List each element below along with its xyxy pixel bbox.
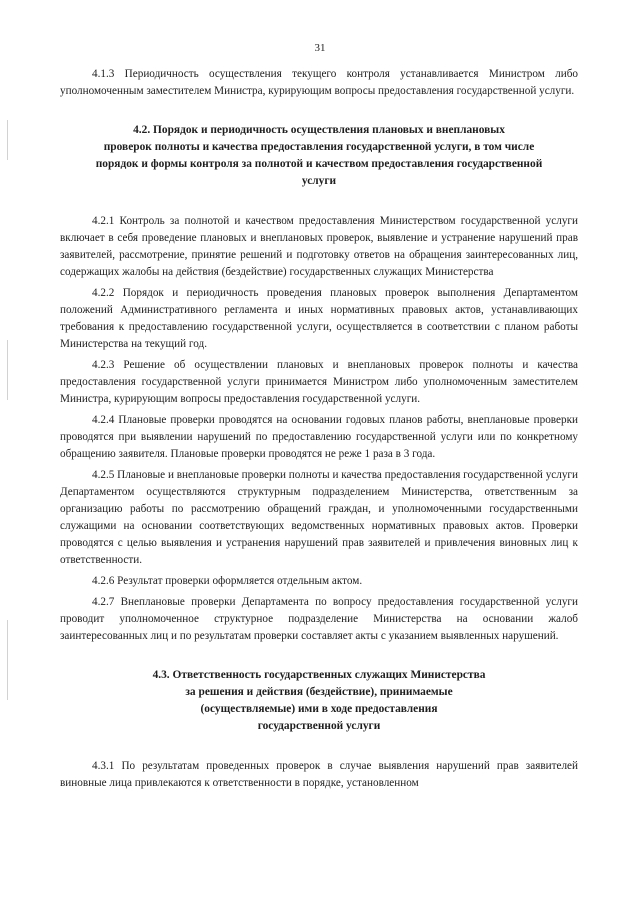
heading-line: за решения и действия (бездействие), принимаемые: [185, 686, 453, 698]
document-body: [60, 66, 578, 796]
heading-line: государственной услуги: [257, 720, 381, 732]
section-heading-4-2: [60, 122, 578, 190]
heading-line: 4.2. Порядок и периодичность осуществления плановых и внеплановых: [133, 124, 505, 136]
page-number: 31: [314, 42, 326, 54]
scan-edge-mark: [7, 340, 8, 400]
heading-line: проверок полноты и качества предоставления государственной услуги, в том числе: [103, 141, 535, 153]
paragraph-4-2-4: 4.2.4 Плановые проверки проводятся на основании годовых планов работы, внеплановые проверки проводятся при выявлении нарушений по предоставлению государственной услуги или по конкретному обращению заявителя. Плановые проверки проводятся не реже 1 раза в 3 года.: [60, 414, 578, 460]
paragraph-4-1-3: 4.1.3 Периодичность осуществления текущего контроля устанавливается Министром либо уполномоченным заместителем Министра, курирующим вопросы предоставления государственной услуги.: [60, 68, 578, 97]
heading-line: порядок и формы контроля за полнотой и качеством предоставления государственной: [95, 158, 543, 170]
scan-edge-mark: [7, 120, 8, 160]
paragraph-4-2-7: 4.2.7 Внеплановые проверки Департамента по вопросу предоставления государственной услуги проводит уполномоченное структурное подразделение Министерства на основании жалоб заинтересованных лиц и по результатам проверки составляет акты с указанием выявленных нарушений.: [60, 596, 578, 642]
heading-line: услуги: [301, 175, 337, 187]
paragraph-4-2-2: 4.2.2 Порядок и периодичность проведения плановых проверок выполнения Департаментом положений Административного регламента и иных нормативных правовых актов, устанавливающих требования к предоставлению государственной услуги, осуществляется в соответствии с планом работы Министерства на текущий год.: [60, 287, 578, 350]
heading-line: (осуществляемые) ими в ходе предоставления: [200, 703, 438, 715]
paragraph-4-2-3: 4.2.3 Решение об осуществлении плановых и внеплановых проверок полноты и качества предоставления государственной услуги принимается Министром либо уполномоченным заместителем Министра, курирующим вопросы предоставления государственной услуги.: [60, 359, 578, 405]
paragraph-4-3-1: 4.3.1 По результатам проведенных проверок в случае выявления нарушений прав заявителей виновные лица привлекаются к ответственности в порядке, установленном: [60, 760, 578, 789]
section-heading-4-3: [60, 667, 578, 735]
paragraph-4-2-1: 4.2.1 Контроль за полнотой и качеством предоставления Министерством государственной услуги включает в себя проведение плановых и внеплановых проверок, выявление и устранение нарушений прав заявителей, рассмотрение, принятие решений и подготовку ответов на обращения заинтересованных лиц, содержащих жалобы на действия (бездействие) государственных служащих Министерства: [60, 215, 578, 278]
scan-edge-mark: [7, 620, 8, 700]
paragraph-4-2-6: 4.2.6 Результат проверки оформляется отдельным актом.: [92, 575, 363, 587]
paragraph-4-2-5: 4.2.5 Плановые и внеплановые проверки полноты и качества предоставления государственной услуги Департаментом осуществляются структурным подразделением Министерства, ответственным за организацию работы по рассмотрению обращений граждан, и уполномоченными государственными служащими на основании соответствующих ведомственных нормативных правовых актов. Проверки проводятся с целью выявления и устранения нарушений прав заявителей и привлечения виновных лиц к ответственности.: [60, 469, 579, 566]
heading-line: 4.3. Ответственность государственных служащих Министерства: [152, 669, 486, 681]
